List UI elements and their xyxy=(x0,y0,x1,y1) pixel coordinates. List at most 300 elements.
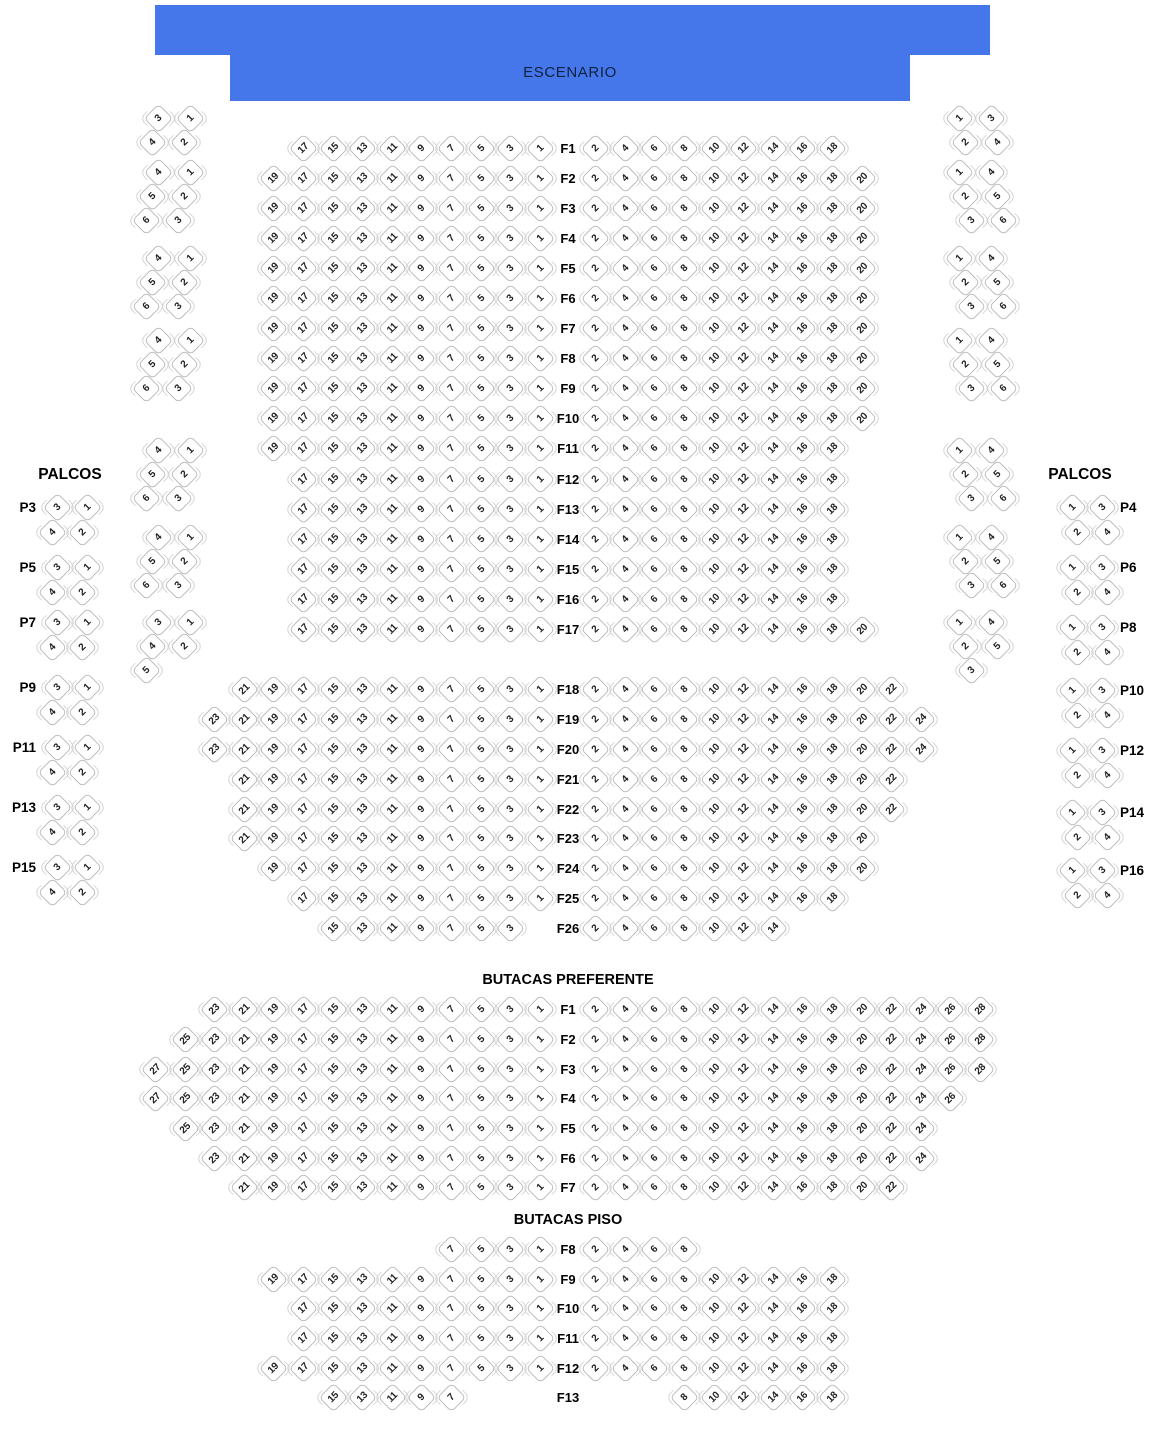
seat[interactable] xyxy=(670,288,700,309)
seat[interactable] xyxy=(37,882,67,903)
seat[interactable] xyxy=(670,799,700,820)
seat-icon[interactable] xyxy=(318,854,348,884)
seat-icon[interactable] xyxy=(141,1054,171,1084)
seat-icon[interactable] xyxy=(581,913,611,943)
seat-icon[interactable] xyxy=(759,133,789,163)
seat-icon[interactable] xyxy=(877,794,907,824)
seat-icon[interactable] xyxy=(729,1173,759,1203)
seat[interactable] xyxy=(466,1029,496,1050)
seat-icon[interactable] xyxy=(729,434,759,464)
seat-icon[interactable] xyxy=(377,705,407,735)
seat[interactable] xyxy=(168,464,200,485)
seat[interactable] xyxy=(525,888,555,909)
seat[interactable] xyxy=(289,679,319,700)
seat[interactable] xyxy=(670,168,700,189)
seat-icon[interactable] xyxy=(1087,736,1117,766)
seat-icon[interactable] xyxy=(759,434,789,464)
seat[interactable] xyxy=(729,739,759,760)
seat-icon[interactable] xyxy=(759,913,789,943)
seat-icon[interactable] xyxy=(699,675,729,705)
seat[interactable] xyxy=(525,799,555,820)
seat-icon[interactable] xyxy=(407,1114,437,1144)
seat[interactable] xyxy=(611,999,641,1020)
seat[interactable] xyxy=(67,522,97,543)
seat[interactable] xyxy=(1087,680,1117,701)
seat-icon[interactable] xyxy=(496,1265,526,1295)
seat[interactable] xyxy=(496,888,526,909)
seat-icon[interactable] xyxy=(788,223,818,253)
seat-icon[interactable] xyxy=(525,1294,555,1324)
seat-icon[interactable] xyxy=(466,434,496,464)
seat-icon[interactable] xyxy=(525,193,555,223)
seat-icon[interactable] xyxy=(496,1353,526,1383)
seat-icon[interactable] xyxy=(640,223,670,253)
seat[interactable] xyxy=(348,499,378,520)
seat-icon[interactable] xyxy=(525,1143,555,1173)
seat-icon[interactable] xyxy=(466,1324,496,1354)
seat-icon[interactable] xyxy=(407,794,437,824)
seat-icon[interactable] xyxy=(699,913,729,943)
seat[interactable] xyxy=(699,769,729,790)
seat[interactable] xyxy=(818,1059,848,1080)
seat[interactable] xyxy=(847,1148,877,1169)
seat[interactable] xyxy=(759,168,789,189)
seat[interactable] xyxy=(348,739,378,760)
seat-icon[interactable] xyxy=(581,1114,611,1144)
seat-icon[interactable] xyxy=(670,854,700,884)
seat-icon[interactable] xyxy=(318,1025,348,1055)
seat-icon[interactable] xyxy=(348,615,378,645)
seat-icon[interactable] xyxy=(1057,613,1087,643)
seat[interactable] xyxy=(788,438,818,459)
seat[interactable] xyxy=(788,1118,818,1139)
seat[interactable] xyxy=(162,488,194,509)
seat-icon[interactable] xyxy=(525,884,555,914)
seat-icon[interactable] xyxy=(611,223,641,253)
seat[interactable] xyxy=(640,318,670,339)
seat-icon[interactable] xyxy=(143,522,173,552)
seat-icon[interactable] xyxy=(956,655,986,685)
seat[interactable] xyxy=(348,799,378,820)
seat[interactable] xyxy=(611,1148,641,1169)
seat-icon[interactable] xyxy=(466,524,496,554)
seat-icon[interactable] xyxy=(407,995,437,1025)
seat-icon[interactable] xyxy=(348,764,378,794)
seat-icon[interactable] xyxy=(348,524,378,554)
seat[interactable] xyxy=(496,828,526,849)
seat[interactable] xyxy=(407,1387,437,1408)
seat-icon[interactable] xyxy=(466,585,496,615)
seat-icon[interactable] xyxy=(670,163,700,193)
seat-icon[interactable] xyxy=(699,1265,729,1295)
seat[interactable] xyxy=(348,709,378,730)
seat-icon[interactable] xyxy=(788,404,818,434)
seat-icon[interactable] xyxy=(1057,493,1087,523)
seat-icon[interactable] xyxy=(611,824,641,854)
seat[interactable] xyxy=(318,318,348,339)
seat-icon[interactable] xyxy=(1062,701,1092,731)
seat[interactable] xyxy=(466,408,496,429)
seat-icon[interactable] xyxy=(525,314,555,344)
seat-icon[interactable] xyxy=(729,1114,759,1144)
seat[interactable] xyxy=(466,679,496,700)
seat-icon[interactable] xyxy=(640,1143,670,1173)
seat[interactable] xyxy=(611,1177,641,1198)
seat-icon[interactable] xyxy=(466,1143,496,1173)
seat-icon[interactable] xyxy=(670,284,700,314)
seat-icon[interactable] xyxy=(944,325,974,355)
seat[interactable] xyxy=(670,739,700,760)
seat-icon[interactable] xyxy=(42,673,72,703)
seat-icon[interactable] xyxy=(818,1025,848,1055)
seat[interactable] xyxy=(1062,765,1092,786)
seat[interactable] xyxy=(525,559,555,580)
seat-icon[interactable] xyxy=(699,193,729,223)
seat-icon[interactable] xyxy=(877,1114,907,1144)
seat[interactable] xyxy=(200,709,230,730)
seat[interactable] xyxy=(437,1298,467,1319)
seat-icon[interactable] xyxy=(729,1383,759,1413)
seat-icon[interactable] xyxy=(377,223,407,253)
seat[interactable] xyxy=(670,1387,700,1408)
seat[interactable] xyxy=(670,1239,700,1260)
seat-icon[interactable] xyxy=(377,524,407,554)
seat-icon[interactable] xyxy=(72,553,102,583)
seat[interactable] xyxy=(759,1029,789,1050)
seat[interactable] xyxy=(936,1029,966,1050)
seat-icon[interactable] xyxy=(169,267,199,297)
seat-icon[interactable] xyxy=(640,995,670,1025)
seat[interactable] xyxy=(640,828,670,849)
seat-icon[interactable] xyxy=(611,615,641,645)
seat[interactable] xyxy=(318,1088,348,1109)
seat-icon[interactable] xyxy=(437,193,467,223)
seat-icon[interactable] xyxy=(466,824,496,854)
seat[interactable] xyxy=(142,330,174,351)
seat-icon[interactable] xyxy=(670,193,700,223)
seat[interactable] xyxy=(466,858,496,879)
seat[interactable] xyxy=(318,438,348,459)
seat[interactable] xyxy=(318,138,348,159)
seat-icon[interactable] xyxy=(407,223,437,253)
seat-icon[interactable] xyxy=(437,133,467,163)
seat-icon[interactable] xyxy=(169,631,199,661)
seat[interactable] xyxy=(525,1148,555,1169)
seat[interactable] xyxy=(847,408,877,429)
seat[interactable] xyxy=(1087,860,1117,881)
seat-icon[interactable] xyxy=(788,163,818,193)
seat-icon[interactable] xyxy=(259,193,289,223)
seat[interactable] xyxy=(466,168,496,189)
seat-icon[interactable] xyxy=(936,1054,966,1084)
seat[interactable] xyxy=(289,198,319,219)
seat[interactable] xyxy=(729,168,759,189)
seat-icon[interactable] xyxy=(982,181,1012,211)
seat[interactable] xyxy=(259,1088,289,1109)
seat[interactable] xyxy=(318,769,348,790)
seat-icon[interactable] xyxy=(437,1294,467,1324)
seat[interactable] xyxy=(162,575,194,596)
seat[interactable] xyxy=(640,378,670,399)
seat[interactable] xyxy=(466,469,496,490)
seat-icon[interactable] xyxy=(175,103,205,133)
seat[interactable] xyxy=(729,1269,759,1290)
seat[interactable] xyxy=(348,769,378,790)
seat-icon[interactable] xyxy=(640,284,670,314)
seat[interactable] xyxy=(318,408,348,429)
seat[interactable] xyxy=(259,739,289,760)
seat[interactable] xyxy=(818,318,848,339)
seat[interactable] xyxy=(525,408,555,429)
seat[interactable] xyxy=(936,1088,966,1109)
seat-icon[interactable] xyxy=(847,344,877,374)
seat-icon[interactable] xyxy=(229,1084,259,1114)
seat-icon[interactable] xyxy=(611,735,641,765)
seat-icon[interactable] xyxy=(377,995,407,1025)
seat[interactable] xyxy=(788,1148,818,1169)
seat-icon[interactable] xyxy=(318,344,348,374)
seat-icon[interactable] xyxy=(670,1353,700,1383)
seat[interactable] xyxy=(670,438,700,459)
seat[interactable] xyxy=(581,1177,611,1198)
seat[interactable] xyxy=(611,769,641,790)
seat[interactable] xyxy=(699,799,729,820)
seat[interactable] xyxy=(640,288,670,309)
seat-icon[interactable] xyxy=(169,181,199,211)
seat-icon[interactable] xyxy=(640,1294,670,1324)
seat-icon[interactable] xyxy=(289,884,319,914)
seat[interactable] xyxy=(407,828,437,849)
seat-icon[interactable] xyxy=(259,1143,289,1173)
seat-icon[interactable] xyxy=(847,794,877,824)
seat-icon[interactable] xyxy=(466,1235,496,1265)
seat-icon[interactable] xyxy=(906,995,936,1025)
seat-icon[interactable] xyxy=(525,284,555,314)
seat-icon[interactable] xyxy=(466,1353,496,1383)
seat[interactable] xyxy=(437,828,467,849)
seat[interactable] xyxy=(348,999,378,1020)
seat-icon[interactable] xyxy=(318,824,348,854)
seat[interactable] xyxy=(348,858,378,879)
seat-icon[interactable] xyxy=(699,464,729,494)
seat-icon[interactable] xyxy=(377,404,407,434)
seat[interactable] xyxy=(818,348,848,369)
seat[interactable] xyxy=(1057,740,1087,761)
seat[interactable] xyxy=(699,408,729,429)
seat[interactable] xyxy=(729,589,759,610)
seat-icon[interactable] xyxy=(581,133,611,163)
seat-icon[interactable] xyxy=(788,675,818,705)
seat[interactable] xyxy=(289,1177,319,1198)
seat-icon[interactable] xyxy=(759,524,789,554)
seat[interactable] xyxy=(174,612,206,633)
seat-icon[interactable] xyxy=(729,464,759,494)
seat[interactable] xyxy=(1087,617,1117,638)
seat[interactable] xyxy=(377,1148,407,1169)
seat[interactable] xyxy=(670,828,700,849)
seat[interactable] xyxy=(611,258,641,279)
seat-icon[interactable] xyxy=(496,344,526,374)
seat[interactable] xyxy=(818,138,848,159)
seat[interactable] xyxy=(496,999,526,1020)
seat[interactable] xyxy=(377,198,407,219)
seat-icon[interactable] xyxy=(348,1084,378,1114)
seat[interactable] xyxy=(174,248,206,269)
seat-icon[interactable] xyxy=(42,733,72,763)
seat-icon[interactable] xyxy=(229,824,259,854)
seat-icon[interactable] xyxy=(759,1294,789,1324)
seat[interactable] xyxy=(67,582,97,603)
seat-icon[interactable] xyxy=(699,223,729,253)
seat[interactable] xyxy=(981,636,1013,657)
seat[interactable] xyxy=(729,408,759,429)
seat[interactable] xyxy=(437,198,467,219)
seat[interactable] xyxy=(640,1148,670,1169)
seat[interactable] xyxy=(437,619,467,640)
seat[interactable] xyxy=(496,168,526,189)
seat[interactable] xyxy=(847,739,877,760)
seat[interactable] xyxy=(67,762,97,783)
seat[interactable] xyxy=(466,828,496,849)
seat[interactable] xyxy=(611,168,641,189)
seat[interactable] xyxy=(670,198,700,219)
seat[interactable] xyxy=(348,559,378,580)
seat-icon[interactable] xyxy=(611,163,641,193)
seat[interactable] xyxy=(955,210,987,231)
seat[interactable] xyxy=(466,1059,496,1080)
seat-icon[interactable] xyxy=(611,494,641,524)
seat[interactable] xyxy=(170,1029,200,1050)
seat[interactable] xyxy=(37,582,67,603)
seat[interactable] xyxy=(1092,522,1122,543)
seat-icon[interactable] xyxy=(377,1265,407,1295)
seat-icon[interactable] xyxy=(525,404,555,434)
seat[interactable] xyxy=(640,1177,670,1198)
seat[interactable] xyxy=(670,559,700,580)
seat-icon[interactable] xyxy=(407,1353,437,1383)
seat-icon[interactable] xyxy=(289,1084,319,1114)
seat[interactable] xyxy=(759,529,789,550)
seat[interactable] xyxy=(318,348,348,369)
seat-icon[interactable] xyxy=(759,344,789,374)
seat-icon[interactable] xyxy=(525,675,555,705)
seat-icon[interactable] xyxy=(699,995,729,1025)
seat-icon[interactable] xyxy=(466,163,496,193)
seat-icon[interactable] xyxy=(143,243,173,273)
seat-icon[interactable] xyxy=(437,1054,467,1084)
seat[interactable] xyxy=(318,858,348,879)
seat-icon[interactable] xyxy=(699,884,729,914)
seat[interactable] xyxy=(377,138,407,159)
seat-icon[interactable] xyxy=(581,1025,611,1055)
seat-icon[interactable] xyxy=(348,555,378,585)
seat-icon[interactable] xyxy=(788,854,818,884)
seat-icon[interactable] xyxy=(37,818,67,848)
seat-icon[interactable] xyxy=(982,631,1012,661)
seat[interactable] xyxy=(847,288,877,309)
seat-icon[interactable] xyxy=(670,374,700,404)
seat[interactable] xyxy=(1057,617,1087,638)
seat-icon[interactable] xyxy=(818,254,848,284)
seat[interactable] xyxy=(788,619,818,640)
seat-icon[interactable] xyxy=(407,913,437,943)
seat-icon[interactable] xyxy=(818,1324,848,1354)
seat-icon[interactable] xyxy=(847,1173,877,1203)
seat-icon[interactable] xyxy=(699,314,729,344)
seat[interactable] xyxy=(729,769,759,790)
seat[interactable] xyxy=(729,709,759,730)
seat[interactable] xyxy=(466,559,496,580)
seat-icon[interactable] xyxy=(377,1054,407,1084)
seat-icon[interactable] xyxy=(818,995,848,1025)
seat[interactable] xyxy=(437,258,467,279)
seat[interactable] xyxy=(437,529,467,550)
seat-icon[interactable] xyxy=(163,373,193,403)
seat-icon[interactable] xyxy=(788,764,818,794)
seat-icon[interactable] xyxy=(581,585,611,615)
seat-icon[interactable] xyxy=(318,284,348,314)
seat[interactable] xyxy=(525,348,555,369)
seat[interactable] xyxy=(407,228,437,249)
seat[interactable] xyxy=(818,499,848,520)
seat-icon[interactable] xyxy=(525,163,555,193)
seat-icon[interactable] xyxy=(729,1054,759,1084)
seat-icon[interactable] xyxy=(200,1114,230,1144)
seat-icon[interactable] xyxy=(788,995,818,1025)
seat[interactable] xyxy=(466,999,496,1020)
seat[interactable] xyxy=(640,1059,670,1080)
seat[interactable] xyxy=(289,559,319,580)
seat-icon[interactable] xyxy=(318,133,348,163)
seat[interactable] xyxy=(142,108,174,129)
seat[interactable] xyxy=(759,258,789,279)
seat[interactable] xyxy=(348,1148,378,1169)
seat[interactable] xyxy=(943,330,975,351)
seat[interactable] xyxy=(289,769,319,790)
seat[interactable] xyxy=(377,709,407,730)
seat-icon[interactable] xyxy=(229,794,259,824)
seat-icon[interactable] xyxy=(163,205,193,235)
seat-icon[interactable] xyxy=(525,494,555,524)
seat-icon[interactable] xyxy=(1087,553,1117,583)
seat-icon[interactable] xyxy=(229,1054,259,1084)
seat[interactable] xyxy=(525,138,555,159)
seat-icon[interactable] xyxy=(377,615,407,645)
seat[interactable] xyxy=(981,551,1013,572)
seat-icon[interactable] xyxy=(640,1324,670,1354)
seat[interactable] xyxy=(318,1269,348,1290)
seat-icon[interactable] xyxy=(581,824,611,854)
seat-icon[interactable] xyxy=(729,1265,759,1295)
seat[interactable] xyxy=(170,1088,200,1109)
seat[interactable] xyxy=(759,228,789,249)
seat-icon[interactable] xyxy=(377,464,407,494)
seat-icon[interactable] xyxy=(788,133,818,163)
seat[interactable] xyxy=(788,198,818,219)
seat-icon[interactable] xyxy=(143,325,173,355)
seat-icon[interactable] xyxy=(466,615,496,645)
seat-icon[interactable] xyxy=(466,675,496,705)
seat-icon[interactable] xyxy=(976,607,1006,637)
seat-icon[interactable] xyxy=(437,1324,467,1354)
seat-icon[interactable] xyxy=(788,1084,818,1114)
seat[interactable] xyxy=(466,438,496,459)
seat-icon[interactable] xyxy=(42,608,72,638)
seat[interactable] xyxy=(1062,642,1092,663)
seat-icon[interactable] xyxy=(699,764,729,794)
seat[interactable] xyxy=(72,737,102,758)
seat[interactable] xyxy=(496,589,526,610)
